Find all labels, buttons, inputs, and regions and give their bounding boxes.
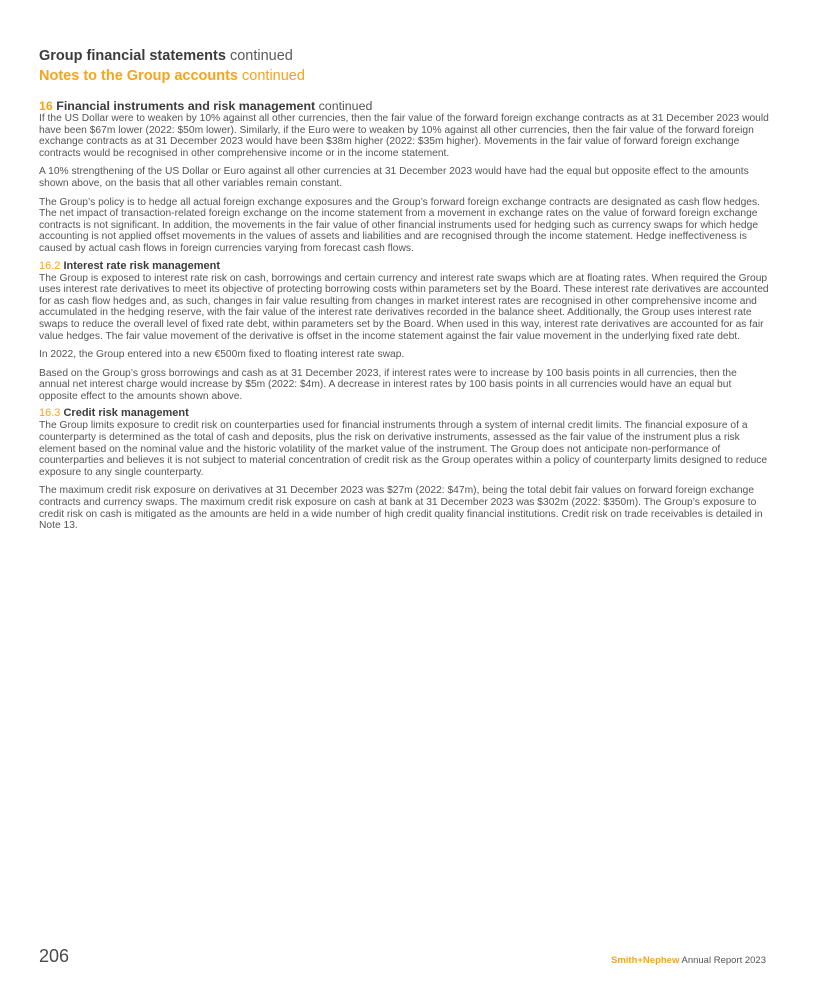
page-number: 206 [39,946,70,966]
section-16-heading [39,99,769,113]
section-title: Financial instruments and risk management [56,99,316,113]
section-16-2-body [39,273,769,403]
paragraph: The maximum credit risk exposure on derivatives at 31 December 2023 was $27m (2022: $47m), being the total debit fair values on forward foreign exchange contracts and currency swaps. The maximum credit risk exposure on cash at bank at 31 December 2023 was $302m (2022: $350m). The Group’s exposure to credit risk on cash is mitigated as the amounts are held in a wide number of high credit quality financial institutions. Credit risk on trade receivables is detailed in Note 13. [39,485,763,532]
footer-brand [611,955,766,966]
paragraph: Based on the Group’s gross borrowings and cash as at 31 December 2023, if interest rates were to increase by 100 basis points in all currencies, then the annual net interest charge would increase by $5m (2022: $4m). A decrease in interest rates by 100 basis points in all currencies would have an equal but opposite effect to the amounts shown above. [39,367,737,402]
paragraph: The Group limits exposure to credit risk on counterparties used for financial instruments through a system of internal credit limits. The financial exposure of a counterparty is determined as the total of cash and deposits, plus the risk on derivative instruments, assessed as the fair value of the instrument plus a risk element based on the nominal value and the historic volatility of the market value of the instrument. The Group does not anticipate non-performance of counterparties and believes it is not subject to material concentration of credit risk as the Group operates within a policy of counterparty limits designed to reduce exposure to any single counterparty. [39,420,768,478]
paragraph: If the US Dollar were to weaken by 10% against all other currencies, then the fair value of the forward foreign exchange contracts as at 31 December 2023 would have been $67m lower (2022: $50m lower). Similarly, if the Euro were to weaken by 10% against all other currencies, then the fair value of the forward foreign exchange contracts as at 31 December 2023 would have been $38m higher (2022: $35m higher). Movements in the fair value of forward foreign exchange contracts would be recognised in other comprehensive income or in the income statement. [39,113,769,159]
brand-logo-text: Smith+Nephew [610,955,680,966]
paragraph: The Group’s policy is to hedge all actual foreign exchange exposures and the Group’s forward foreign exchange contracts are designated as cash flow hedges. The net impact of transaction-related foreign exchange on the income statement from a movement in exchange rates on the value of forward foreign exchange contracts is not significant. In addition, the movements in the fair value of other financial instruments used for hedging such as currency swaps for which hedge accounting is not applied offset movements in the values of assets and liabilities and are recognised through the income statement. Hedge ineffectiveness is caused by actual cash flows in foreign currencies varying from forecast cash flows. [39,196,760,254]
header-title: Group financial statements [39,48,226,64]
header-continued: continued [229,48,293,64]
subheader-continued: continued [242,68,305,84]
running-header [39,46,769,66]
section-16-3-heading [39,407,769,420]
report-name: Annual Report 2023 [681,955,766,966]
section-number: 16 [39,99,53,113]
section-16-2-heading [39,260,769,273]
subsection-number: 16.3 [39,407,61,420]
section-16-3-body [39,420,769,531]
paragraph: A 10% strengthening of the US Dollar or Euro against all other currencies at 31 December 2023 would have had the equal but opposite effect to the amounts shown above, on the basis that all other variables remain constant. [39,166,749,189]
subheader-title: Notes to the Group accounts [39,68,238,84]
subsection-title: Credit risk management [63,407,189,420]
subsection-number: 16.2 [39,259,61,272]
page-content [39,46,769,532]
paragraph: The Group is exposed to interest rate risk on cash, borrowings and certain currency and interest rate swaps which are at floating rates. When required the Group uses interest rate derivatives to meet its objective of protecting borrowing costs within parameters set by the Board. These interest rate derivatives are accounted for as cash flow hedges and, as such, changes in fair value resulting from changes in market interest rates are recognised in other comprehensive income and accumulated in the hedging reserve, with the fair value of the interest rate derivatives recorded in the balance sheet. Additionally, the Group uses interest rate swaps to reduce the overall level of fixed rate debt, within parameters set by the Board. When used in this way, interest rate derivatives are accounted for as fair value hedges. The fair value movement of the derivative is offset in the income statement against the fair value movement in the underlying fixed rate debt. [39,272,769,342]
running-subheader [39,66,769,86]
section-continued: continued [318,99,373,113]
paragraph: In 2022, the Group entered into a new €500m fixed to floating interest rate swap. [39,349,405,361]
subsection-title: Interest rate risk management [63,259,220,272]
section-16-body [39,113,769,255]
